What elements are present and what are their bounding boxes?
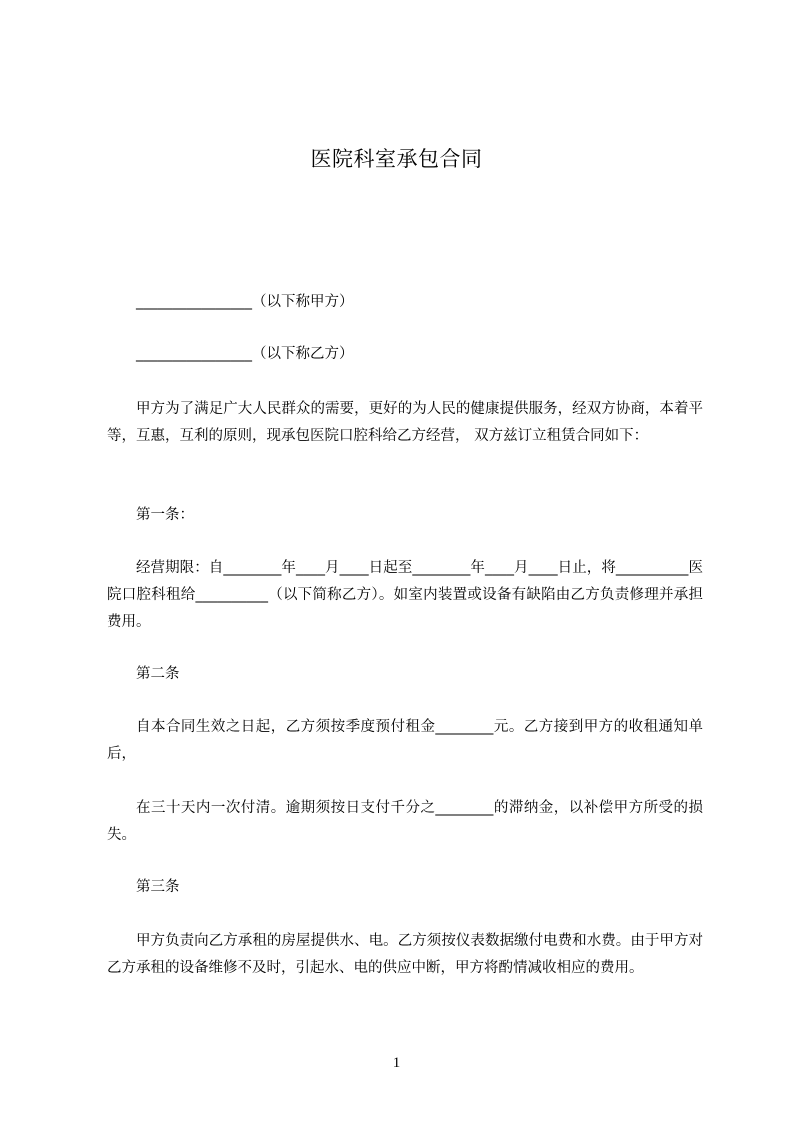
article-1-paragraph: 经营期限：自________年____月____日起至________年____月____日止，将__________医院口腔科租给__________（以下简称乙方）。如室内装置或设备有缺陷由乙方负责修理并承担费用。 <box>107 560 703 630</box>
page-number: 1 <box>392 1055 401 1071</box>
document-title: 医院科室承包合同 <box>310 147 483 171</box>
article-2-heading: 第二条 <box>136 666 180 682</box>
article-2-paragraph-1: 自本合同生效之日起，乙方须按季度预付租金________元。乙方接到甲方的收租通知单后， <box>107 719 703 762</box>
intro-paragraph: 甲方为了满足广大人民群众的需要，更好的为人民的健康提供服务，经双方协商，本着平等，互惠，互利的原则，现承包医院口腔科给乙方经营， 双方兹订立租赁合同如下： <box>107 401 703 444</box>
article-3-paragraph: 甲方负责向乙方承租的房屋提供水、电。乙方须按仪表数据缴付电费和水费。由于甲方对乙方承租的设备维修不及时，引起水、电的供应中断，甲方将酌情减收相应的费用。 <box>107 933 703 976</box>
article-2-paragraph-2: 在三十天内一次付清。逾期须按日支付千分之________的滞纳金，以补偿甲方所受的损失。 <box>107 800 703 843</box>
party-a-line: ________________（以下称甲方） <box>136 294 354 310</box>
article-3-heading: 第三条 <box>136 879 180 895</box>
party-b-line: ________________（以下称乙方） <box>136 346 354 362</box>
article-1-heading: 第一条： <box>136 507 194 523</box>
